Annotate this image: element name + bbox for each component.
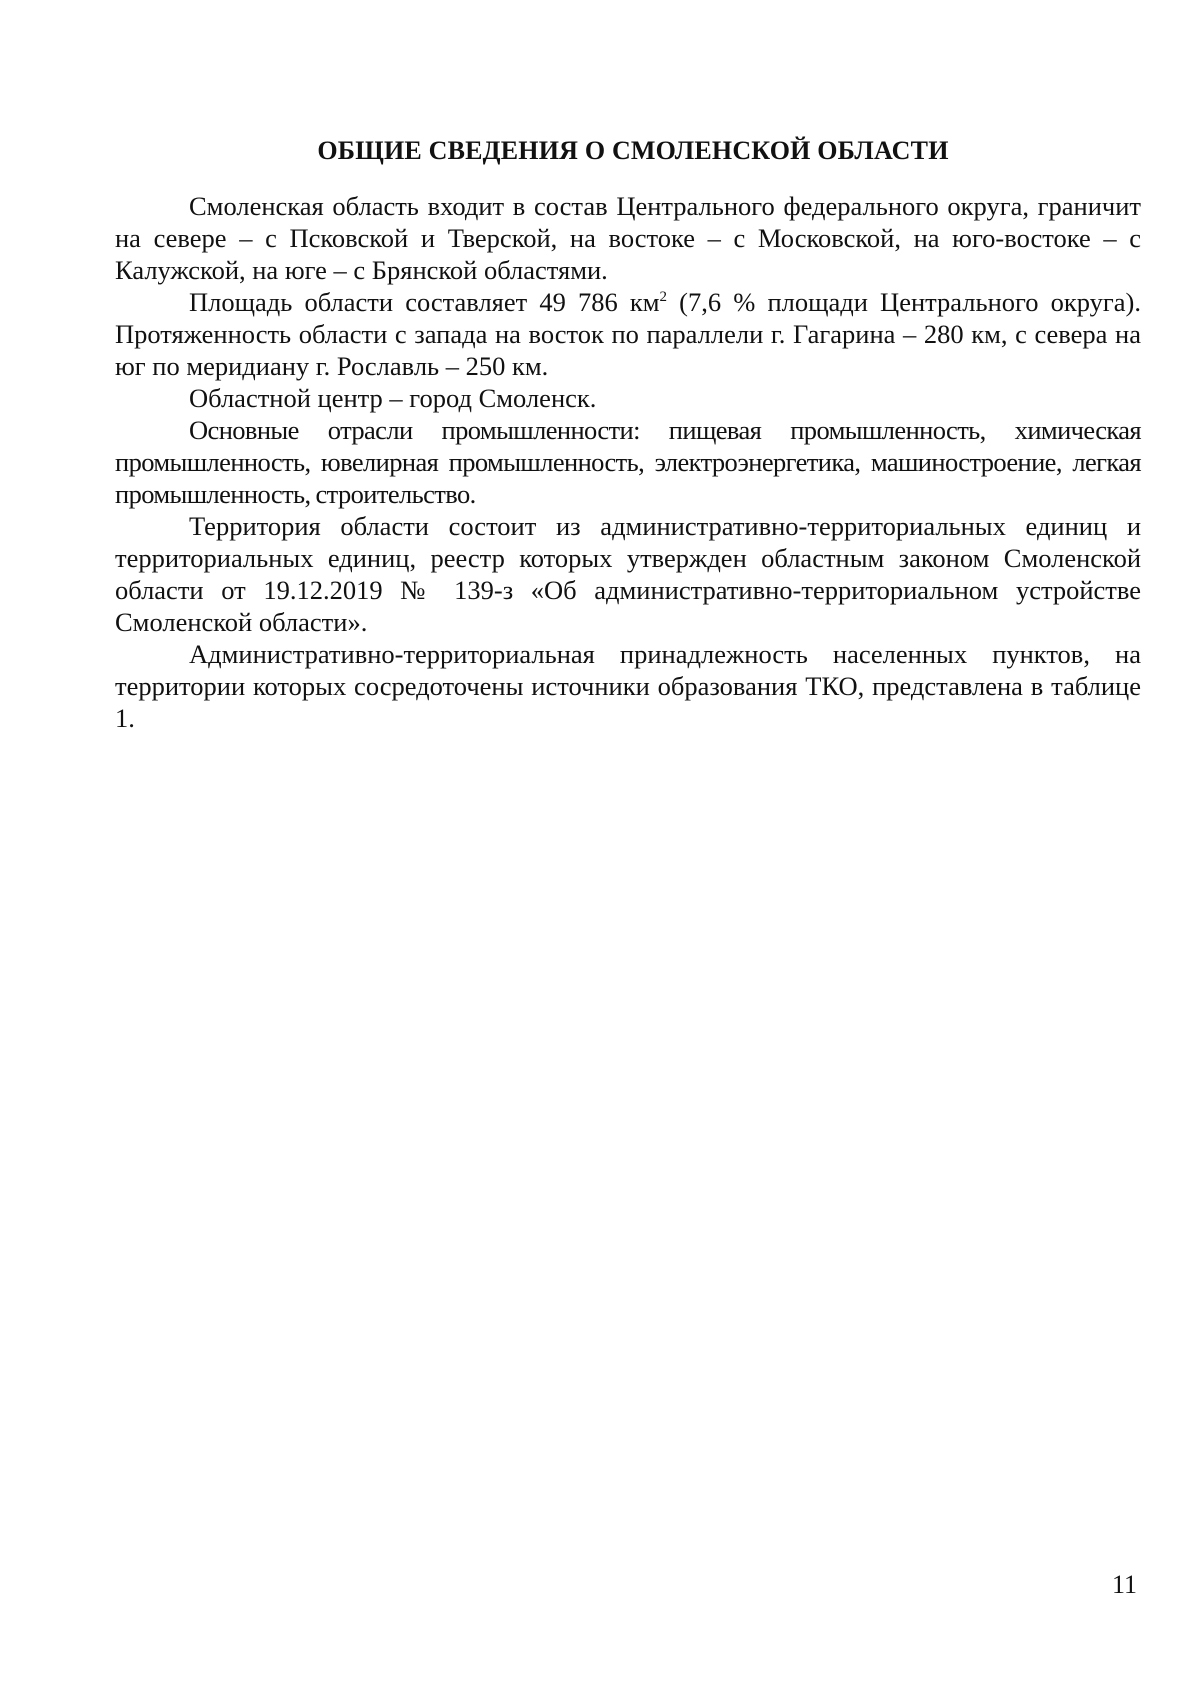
paragraph-area xyxy=(115,286,1141,382)
paragraph-borders: Смоленская область входит в состав Центрального федерального округа, граничит на севере – с Псковской и Тверской, на востоке – с Московской, на юго-востоке – с Калужской, на юге – с Брянской областями. xyxy=(115,191,1141,285)
document-body xyxy=(115,190,1141,734)
paragraph-area-text-start: Площадь области составляет 49 786 км xyxy=(189,287,660,317)
paragraph-center: Областной центр – город Смоленск. xyxy=(189,383,597,413)
paragraph-table-reference: Административно-территориальная принадлежность населенных пунктов, на территории которых сосредоточены источники образования ТКО, представлена в таблице 1. xyxy=(115,639,1141,733)
paragraph-area-text-end: (7,6 % площади Центрального округа). Протяженность области с запада на восток по параллели г. Гагарина – 280 км, с севера на юг по меридиану г. Рославль – 250 км. xyxy=(115,287,1141,381)
superscript-square: 2 xyxy=(659,289,668,306)
paragraph-industry: Основные отрасли промышленности: пищевая промышленность, химическая промышленность, ювелирная промышленность, электроэнергетика, машиностроение, легкая промышленность, строительство. xyxy=(115,415,1141,509)
page-number: 11 xyxy=(1112,1570,1138,1599)
paragraph-territory: Территория области состоит из административно-территориальных единиц и территориальных единиц, реестр которых утвержден областным законом Смоленской области от 19.12.2019 № 139-з «Об административно-территориальном устройстве Смоленской области». xyxy=(115,511,1141,637)
page-title: ОБЩИЕ СВЕДЕНИЯ О СМОЛЕНСКОЙ ОБЛАСТИ xyxy=(317,136,949,165)
